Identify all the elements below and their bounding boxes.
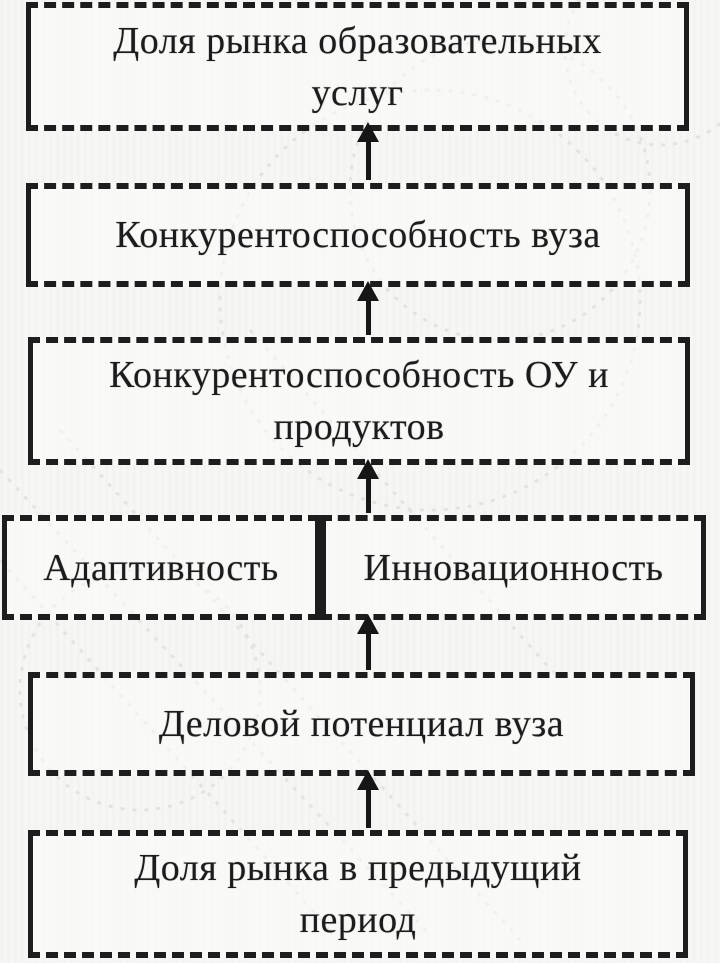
box-business-potential-line1: Деловой потенциал вуза	[158, 703, 565, 745]
arrowhead-icon	[357, 614, 379, 634]
box-business-potential	[28, 672, 695, 776]
box-market-share-previous-line2: период	[299, 899, 417, 941]
arrow-shaft	[366, 299, 371, 335]
arrow-shaft	[366, 140, 371, 180]
box-ou-products-competitiveness-line2: продуктов	[273, 406, 445, 448]
box-market-share-edu	[26, 2, 689, 131]
arrow-shaft	[366, 632, 371, 670]
arrowhead-icon	[357, 459, 379, 479]
arrow-up-icon	[355, 459, 381, 513]
arrow-up-icon	[355, 614, 381, 670]
arrow-up-icon	[355, 770, 381, 828]
box-university-competitiveness	[26, 183, 690, 287]
arrow-shaft	[366, 788, 371, 828]
box-market-share-edu-line2: услуг	[311, 71, 404, 114]
arrow-up-icon	[355, 122, 381, 180]
box-ou-products-competitiveness	[28, 337, 690, 465]
arrow-up-icon	[355, 281, 381, 335]
arrowhead-icon	[357, 770, 379, 790]
box-innovativeness-line1: Инновационность	[363, 546, 664, 589]
arrowhead-icon	[357, 281, 379, 301]
box-market-share-previous	[28, 830, 688, 958]
box-innovativeness	[320, 515, 706, 620]
box-university-competitiveness-line1: Конкурентоспособность вуза	[115, 214, 601, 256]
box-adaptivity-line1: Адаптивность	[43, 546, 279, 589]
box-adaptivity	[2, 515, 320, 620]
box-ou-products-competitiveness-line1: Конкурентоспособность ОУ и	[109, 354, 609, 396]
arrowhead-icon	[357, 122, 379, 142]
box-market-share-previous-line1: Доля рынка в предыдущий	[134, 847, 582, 889]
box-market-share-edu-line1: Доля рынка образовательных	[113, 19, 602, 62]
arrow-shaft	[366, 477, 371, 513]
